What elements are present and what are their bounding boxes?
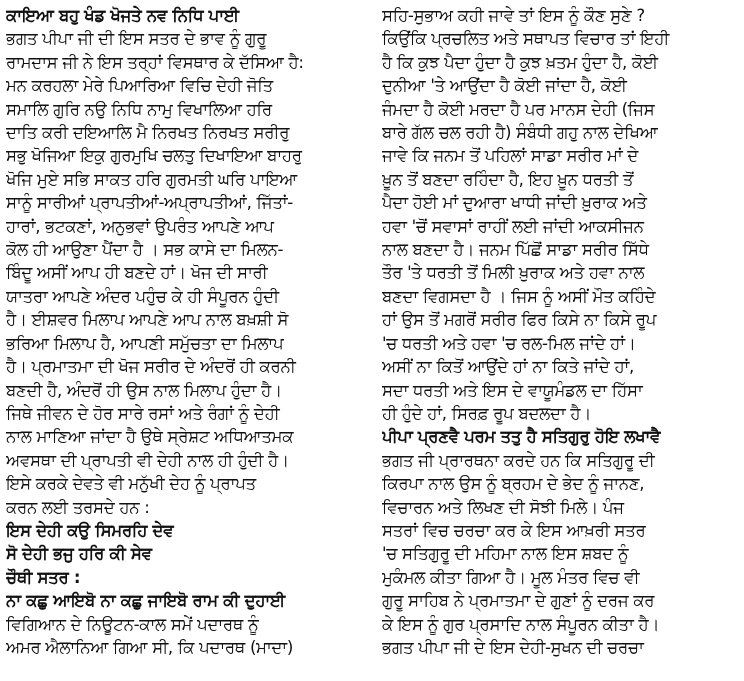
text-line: ਜੰਮਦਾ ਹੈ ਕੋਈ ਮਰਦਾ ਹੈ ਪਰ ਮਾਨਸ ਦੇਹੀ (ਜਿਸ: [382, 99, 655, 119]
text-line: ਇਸੇ ਕਰਕੇ ਦੇਵਤੇ ਵੀ ਮਨੁੱਖੀ ਦੇਹ ਨੂੰ ਪ੍ਰਾਪਤ: [6, 474, 256, 494]
text-line: ਕਰਨ ਲਈ ਤਰਸਦੇ ਹਨ :: [6, 497, 150, 517]
text-line: ਦਾਤਿ ਕਰੀ ਦਇਆਲਿ ਮੈ ਨਿਰਖਤ ਨਿਰਖਤ ਸਰੀਰੁ: [6, 123, 290, 143]
text-line: ਨਾ ਕਛੁ ਆਇਬੋ ਨਾ ਕਛੁ ਜਾਇਬੋ ਰਾਮ ਕੀ ਦੁਹਾਈ: [6, 591, 285, 611]
text-line: ਸਦਾ ਧਰਤੀ ਅਤੇ ਇਸ ਦੇ ਵਾਯੂਮੰਡਲ ਦਾ ਹਿੱਸਾ: [382, 380, 643, 400]
text-line: ਕਿਰਪਾ ਨਾਲ ਉਸ ਨੂੰ ਬ੍ਰਹਮ ਦੇ ਭੇਦ ਨੂੰ ਜਾਨਣ,: [382, 474, 645, 494]
text-line: ਦੁਨੀਆ 'ਤੇ ਆਉਂਦਾ ਹੈ ਕੋਈ ਜਾਂਦਾ ਹੈ, ਕੋਈ: [382, 76, 627, 96]
text-line: ਮਨ ਕਰਹਲਾ ਮੇਰੇ ਪਿਆਰਿਆ ਵਿਚਿ ਦੇਹੀ ਜੋਤਿ: [6, 76, 273, 96]
text-line: ਹੀ ਹੁੰਦੇ ਹਾਂ, ਸਿਰਫ਼ ਰੂਪ ਬਦਲਦਾ ਹੈ।: [382, 403, 592, 423]
right-column: [382, 4, 738, 659]
text-line: ਕੋਲ ਹੀ ਆਉਣਾ ਪੈਂਦਾ ਹੈ । ਸਭ ਕਾਸੇ ਦਾ ਮਿਲਨ-: [6, 240, 284, 260]
text-line: ਹਵਾ 'ਚੋਂ ਸਵਾਸਾਂ ਰਾਹੀਂ ਲਈ ਜਾਂਦੀ ਆਕਸੀਜਨ: [382, 216, 644, 236]
text-line: ਸਭੁ ਖੋਜਿਆ ਇਕੁ ਗੁਰਮੁਖਿ ਚਲਤੁ ਦਿਖਾਇਆ ਬਾਹਰੁ: [6, 146, 302, 166]
text-line: ਇਸ ਦੇਹੀ ਕਉ ਸਿਮਰਹਿ ਦੇਵ: [6, 520, 174, 540]
text-line: ਜਿਥੇ ਜੀਵਨ ਦੇ ਹੋਰ ਸਾਰੇ ਰਸਾਂ ਅਤੇ ਰੰਗਾਂ ਨੂੰ ਦੇਹੀ: [6, 403, 280, 423]
text-line: ਸੋ ਦੇਹੀ ਭਜੁ ਹਰਿ ਕੀ ਸੇਵ: [6, 544, 152, 564]
text-line: ਸਤਰਾਂ ਵਿਚ ਚਰਚਾ ਕਰ ਕੇ ਇਸ ਆਖ਼ਰੀ ਸਤਰ: [382, 520, 646, 540]
text-line: ਖ਼ੂਨ ਤੋਂ ਬਣਦਾ ਰਹਿੰਦਾ ਹੈ, ਇਹ ਖ਼ੂਨ ਧਰਤੀ ਤੋਂ: [382, 169, 634, 189]
text-line: ਕੇ ਇਸ ਨੂੰ ਗੁਰ ਪ੍ਰਸਾਦਿ ਨਾਲ ਸੰਪੂਰਨ ਕੀਤਾ ਹੈ।: [382, 614, 660, 634]
text-line: ਬਾਰੇ ਗੱਲ ਚਲ ਰਹੀ ਹੈ) ਸੰਬੰਧੀ ਗਹੁ ਨਾਲ ਦੇਖਿਆ: [382, 123, 658, 143]
text-line: ਤੌਰ 'ਤੇ ਧਰਤੀ ਤੋਂ ਮਿਲੀ ਖ਼ੁਰਾਕ ਅਤੇ ਹਵਾ ਨਾਲ: [382, 263, 645, 283]
article-columns: [6, 4, 738, 677]
text-line: ਹੈ ਕਿ ਕੁਝ ਪੈਦਾ ਹੁੰਦਾ ਹੈ ਕੁਝ ਖ਼ਤਮ ਹੁੰਦਾ ਹੈ, ਕੋਈ: [382, 52, 658, 72]
text-line: 'ਚ ਧਰਤੀ ਅਤੇ ਹਵਾ 'ਚ ਰਲ-ਮਿਲ ਜਾਂਦੇ ਹਾਂ।: [382, 333, 636, 353]
text-line: ਹੈ। ਈਸ਼ਵਰ ਮਿਲਾਪ ਆਪਣੇ ਆਪ ਨਾਲ ਬਖ਼ਸ਼ੀ ਸੋ: [6, 310, 289, 330]
text-line: ਹਾਰਾਂ, ਭਟਕਣਾਂ, ਅਨੁਭਵਾਂ ਉਪਰੰਤ ਆਪਣੇ ਆਪ: [6, 216, 274, 236]
text-line: ਸਹਿ-ਸੁਭਾਅ ਕਹੀ ਜਾਵੇ ਤਾਂ ਇਸ ਨੂੰ ਕੌਣ ਸੁਣੇ ?: [382, 6, 645, 25]
text-line: ਭਗਤ ਜੀ ਪ੍ਰਾਰਥਨਾ ਕਰਦੇ ਹਨ ਕਿ ਸਤਿਗੁਰੂ ਦੀ: [382, 450, 655, 470]
text-line: 'ਚ ਸਤਿਗੁਰੂ ਦੀ ਮਹਿਮਾ ਨਾਲ ਇਸ ਸ਼ਬਦ ਨੂੰ: [382, 544, 629, 564]
text-line: ਮੁਕੰਮਲ ਕੀਤਾ ਗਿਆ ਹੈ। ਮੂਲ ਮੰਤਰ ਵਿਚ ਵੀ: [382, 567, 640, 587]
text-line: ਨਾਲ ਮਾਣਿਆ ਜਾਂਦਾ ਹੈ ਉਥੇ ਸ੍ਰੇਸ਼ਟ ਅਧਿਆਤਮਕ: [6, 427, 294, 447]
text-line: ਪੈਦਾ ਹੋਈ ਮਾਂ ਦੁਆਰਾ ਖਾਧੀ ਜਾਂਦੀ ਖ਼ੁਰਾਕ ਅਤੇ: [382, 193, 647, 213]
text-line: ਬਣਦਾ ਵਿਗਸਦਾ ਹੈ । ਜਿਸ ਨੂੰ ਅਸੀਂ ਮੌਤ ਕਹਿੰਦੇ: [382, 286, 656, 306]
text-line: ਪੀਪਾ ਪ੍ਰਣਵੈ ਪਰਮ ਤਤੁ ਹੈ ਸਤਿਗੁਰੁ ਹੋਇ ਲਖਾਵੈ: [382, 427, 661, 447]
text-line: ਹੈ। ਪ੍ਰਮਾਤਮਾ ਦੀ ਖੋਜ ਸਰੀਰ ਦੇ ਅੰਦਰੋਂ ਹੀ ਕਰਨੀ: [6, 357, 296, 377]
text-line: ਗੁਰੂ ਸਾਹਿਬ ਨੇ ਪ੍ਰਮਾਤਮਾ ਦੇ ਗੁਣਾਂ ਨੂੰ ਦਰਜ ਕਰ: [382, 591, 655, 611]
text-line: ਬਿੰਦੂ ਅਸੀਂ ਆਪ ਹੀ ਬਣਦੇ ਹਾਂ। ਖੋਜ ਦੀ ਸਾਰੀ: [6, 263, 268, 283]
text-line: ਅਮਰ ਐਲਾਨਿਆ ਗਿਆ ਸੀ, ਕਿ ਪਦਾਰਥ (ਮਾਦਾ): [6, 637, 293, 657]
text-line: ਬਣਦੀ ਹੈ, ਅੰਦਰੋਂ ਹੀ ਉਸ ਨਾਲ ਮਿਲਾਪ ਹੁੰਦਾ ਹੈ।: [6, 380, 282, 400]
text-line: ਕਿਉਂਕਿ ਪ੍ਰਚਲਿਤ ਅਤੇ ਸਥਾਪਤ ਵਿਚਾਰ ਤਾਂ ਇਹੀ: [382, 29, 670, 49]
text-line: ਅਸੀਂ ਨਾ ਕਿਤੋਂ ਆਉਂਦੇ ਹਾਂ ਨਾ ਕਿਤੇ ਜਾਂਦੇ ਹਾਂ,: [382, 357, 634, 377]
text-line: ਰਾਮਦਾਸ ਜੀ ਨੇ ਇਸ ਤਰ੍ਹਾਂ ਵਿਸਥਾਰ ਕੇ ਦੱਸਿਆ ਹੈ:: [6, 52, 304, 72]
text-line: ਜਾਵੇ ਕਿ ਜਨਮ ਤੋਂ ਪਹਿਲਾਂ ਸਾਡਾ ਸਰੀਰ ਮਾਂ ਦੇ: [382, 146, 638, 166]
text-line: ਨਾਲ ਬਣਦਾ ਹੈ। ਜਨਮ ਪਿੱਛੋਂ ਸਾਡਾ ਸਰੀਰ ਸਿੱਧੇ: [382, 240, 649, 260]
text-line: ਕਾਇਆ ਬਹੁ ਖੰਡ ਖੋਜਤੇ ਨਵ ਨਿਧਿ ਪਾਈ: [6, 6, 239, 25]
text-line: ਭਗਤ ਪੀਪਾ ਜੀ ਦੇ ਇਸ ਦੇਹੀ-ਸੁਖਨ ਦੀ ਚਰਚਾ: [382, 637, 644, 657]
text-line: ਭਰਿਆ ਮਿਲਾਪ ਹੈ, ਆਪਣੀ ਸਮੁੱਚਤਾ ਦਾ ਮਿਲਾਪ: [6, 333, 284, 353]
text-line: ਸਾਨੂੰ ਸਾਰੀਆਂ ਪ੍ਰਾਪਤੀਆਂ-ਅਪ੍ਰਾਪਤੀਆਂ, ਜਿੱਤਾਂ-: [6, 193, 293, 213]
left-column: [6, 4, 362, 659]
text-line: ਅਵਸਥਾ ਦੀ ਪ੍ਰਾਪਤੀ ਵੀ ਦੇਹੀ ਨਾਲ ਹੀ ਹੁੰਦੀ ਹੈ।: [6, 450, 289, 470]
text-line: ਸਮਾਲਿ ਗੁਰਿ ਨਉ ਨਿਧਿ ਨਾਮੁ ਵਿਖਾਲਿਆ ਹਰਿ: [6, 99, 272, 119]
text-line: ਵਿਚਾਰਨ ਅਤੇ ਲਿਖਣ ਦੀ ਸੋਝੀ ਮਿਲੇ। ਪੰਜ: [382, 497, 624, 517]
text-line: ਵਿਗਿਆਨ ਦੇ ਨਿਊਟਨ-ਕਾਲ ਸਮੇਂ ਪਦਾਰਥ ਨੂੰ: [6, 614, 259, 634]
text-line: ਯਾਤਰਾ ਆਪਣੇ ਅੰਦਰ ਪਹੁੰਚ ਕੇ ਹੀ ਸੰਪੂਰਨ ਹੁੰਦੀ: [6, 286, 279, 306]
text-line: ਖੋਜਿ ਮੁਏ ਸਭਿ ਸਾਕਤ ਹਰਿ ਗੁਰਮਤੀ ਘਰਿ ਪਾਇਆ: [6, 169, 298, 189]
text-line: ਚੌਥੀ ਸਤਰ :: [6, 567, 81, 587]
text-line: ਹਾਂ ਉਸ ਤੋਂ ਮਗਰੋਂ ਸਰੀਰ ਫਿਰ ਕਿਸੇ ਨਾ ਕਿਸੇ ਰੂਪ: [382, 310, 657, 330]
text-line: ਭਗਤ ਪੀਪਾ ਜੀ ਦੀ ਇਸ ਸਤਰ ਦੇ ਭਾਵ ਨੂੰ ਗੁਰੂ: [6, 29, 267, 49]
